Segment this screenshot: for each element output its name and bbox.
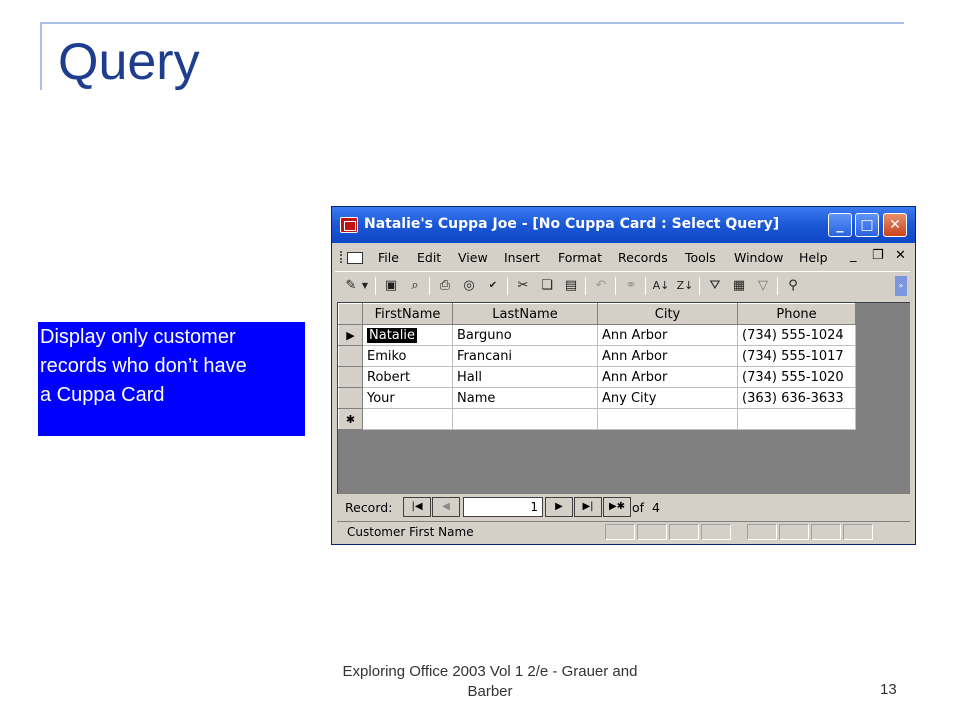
status-text: Customer First Name xyxy=(347,525,474,539)
row-selector[interactable] xyxy=(339,367,363,388)
cell-phone[interactable]: (734) 555-1024 xyxy=(738,325,856,346)
toolbar-separator xyxy=(699,277,700,295)
record-total: 4 xyxy=(652,500,660,515)
hyperlink-icon[interactable]: ⚭ xyxy=(625,278,637,293)
last-record-button[interactable]: ▶| xyxy=(574,497,602,517)
callout-line: a Cuppa Card xyxy=(40,384,165,406)
table-row xyxy=(339,346,856,367)
table-row xyxy=(339,388,856,409)
callout-line: Display only customer xyxy=(40,326,236,348)
previous-record-button[interactable]: ◀ xyxy=(432,497,460,517)
row-selector[interactable] xyxy=(339,388,363,409)
left-rule xyxy=(40,22,42,90)
toolbar-separator xyxy=(777,277,778,295)
cell-firstname[interactable]: Robert xyxy=(363,367,453,388)
new-record-indicator[interactable]: ✱ xyxy=(339,409,363,430)
callout-box xyxy=(38,322,305,436)
toolbar-separator xyxy=(585,277,586,295)
cell-city[interactable]: Any City xyxy=(598,388,738,409)
apply-filter-icon[interactable]: ▽ xyxy=(758,278,768,293)
cell-city[interactable]: Ann Arbor xyxy=(598,367,738,388)
toolbar-separator xyxy=(375,277,376,295)
column-header-lastname[interactable]: LastName xyxy=(453,304,598,325)
maximize-button[interactable]: □ xyxy=(855,213,879,237)
toolbar-separator xyxy=(429,277,430,295)
menu-insert[interactable]: Insert xyxy=(504,250,540,265)
cell-firstname[interactable]: Your xyxy=(363,388,453,409)
cell-phone[interactable]: (734) 555-1020 xyxy=(738,367,856,388)
search-icon[interactable]: ⌕ xyxy=(411,278,419,293)
cell-phone[interactable] xyxy=(738,409,856,430)
cell-text: Natalie xyxy=(369,327,415,343)
footer-line: Barber xyxy=(467,683,513,700)
paste-icon[interactable]: ▤ xyxy=(564,278,578,293)
cell-phone[interactable]: (734) 555-1017 xyxy=(738,346,856,367)
cell-firstname[interactable]: Emiko xyxy=(363,346,453,367)
status-bar xyxy=(337,521,910,541)
record-count xyxy=(632,500,660,515)
design-view-icon[interactable]: ✎ xyxy=(345,278,357,293)
sort-ascending-icon[interactable]: A↓ xyxy=(652,279,670,292)
select-all-cell[interactable] xyxy=(339,304,363,325)
cell-firstname[interactable] xyxy=(363,409,453,430)
new-record-row xyxy=(339,409,856,430)
datasheet xyxy=(337,302,910,494)
copy-icon[interactable]: ❏ xyxy=(541,278,553,293)
status-pane xyxy=(605,524,635,540)
cell-lastname[interactable]: Hall xyxy=(453,367,598,388)
minimize-button[interactable]: _ xyxy=(828,213,852,237)
toolbar-separator xyxy=(645,277,646,295)
top-rule xyxy=(40,22,904,24)
status-pane xyxy=(747,524,777,540)
menu-records[interactable]: Records xyxy=(618,250,668,265)
menu-tools[interactable]: Tools xyxy=(685,250,716,265)
menu-window[interactable]: Window xyxy=(734,250,784,265)
status-pane xyxy=(701,524,731,540)
toolbar-options-icon[interactable]: » xyxy=(895,276,907,296)
cell-firstname[interactable] xyxy=(363,325,453,346)
doc-close-button[interactable]: ✕ xyxy=(895,248,906,263)
filter-by-selection-icon[interactable]: ⛛ xyxy=(709,278,721,293)
cut-icon[interactable]: ✂ xyxy=(517,278,529,293)
query-results-table xyxy=(338,303,856,430)
cell-city[interactable]: Ann Arbor xyxy=(598,325,738,346)
record-navigation xyxy=(337,495,910,519)
footer-line: Exploring Office 2003 Vol 1 2/e - Grauer and xyxy=(342,663,638,680)
undo-icon[interactable]: ↶ xyxy=(595,278,607,293)
table-row xyxy=(339,325,856,346)
filter-by-form-icon[interactable]: ▦ xyxy=(732,278,746,293)
record-label: Record: xyxy=(345,500,393,515)
first-record-button[interactable]: |◀ xyxy=(403,497,431,517)
document-menu-icon[interactable] xyxy=(340,249,366,265)
access-window xyxy=(331,206,916,545)
next-record-button[interactable]: ▶ xyxy=(545,497,573,517)
cell-lastname[interactable]: Francani xyxy=(453,346,598,367)
access-app-icon[interactable] xyxy=(340,217,358,233)
column-header-city[interactable]: City xyxy=(598,304,738,325)
menu-file[interactable]: File xyxy=(378,250,399,265)
cell-lastname[interactable] xyxy=(453,409,598,430)
spelling-icon[interactable]: ✔ xyxy=(488,280,498,291)
menu-bar xyxy=(332,245,915,269)
menu-view[interactable]: View xyxy=(458,250,488,265)
window-title: Natalie's Cuppa Joe - [No Cuppa Card : Select Query] xyxy=(364,216,780,232)
print-icon[interactable]: ⎙ xyxy=(439,278,451,293)
new-record-button[interactable]: ▶✱ xyxy=(603,497,631,517)
status-pane xyxy=(843,524,873,540)
menu-edit[interactable]: Edit xyxy=(417,250,442,265)
cell-lastname[interactable]: Name xyxy=(453,388,598,409)
sort-descending-icon[interactable]: Z↓ xyxy=(676,279,694,292)
column-header-firstname[interactable]: FirstName xyxy=(363,304,453,325)
print-preview-icon[interactable]: ◎ xyxy=(463,278,475,293)
title-bar[interactable] xyxy=(332,207,915,243)
cell-city[interactable]: Ann Arbor xyxy=(598,346,738,367)
toolbar-separator xyxy=(507,277,508,295)
table-row xyxy=(339,367,856,388)
toolbar-separator xyxy=(615,277,616,295)
cell-phone[interactable]: (363) 636-3633 xyxy=(738,388,856,409)
cell-city[interactable] xyxy=(598,409,738,430)
status-pane xyxy=(637,524,667,540)
status-pane xyxy=(779,524,809,540)
status-pane xyxy=(669,524,699,540)
query-datasheet-toolbar xyxy=(335,271,910,298)
doc-minimize-button[interactable]: _ xyxy=(850,248,857,263)
callout-line: records who don’t have xyxy=(40,355,247,377)
cell-lastname[interactable]: Barguno xyxy=(453,325,598,346)
header-row xyxy=(339,304,856,325)
doc-restore-button[interactable]: ❐ xyxy=(872,248,884,263)
column-header-phone[interactable]: Phone xyxy=(738,304,856,325)
menu-help[interactable]: Help xyxy=(799,250,828,265)
current-record-indicator[interactable]: ▶ xyxy=(339,325,363,346)
slide-footer xyxy=(320,662,660,702)
dropdown-arrow-icon[interactable]: ▼ xyxy=(361,281,369,290)
find-icon[interactable]: ⚲ xyxy=(788,278,798,293)
menu-format[interactable]: Format xyxy=(558,250,603,265)
slide-title: Query xyxy=(58,33,200,91)
save-icon[interactable]: ▣ xyxy=(384,278,398,293)
record-number-field[interactable]: 1 xyxy=(463,497,543,517)
page-number: 13 xyxy=(880,681,897,698)
status-pane xyxy=(811,524,841,540)
close-button[interactable]: ✕ xyxy=(883,213,907,237)
of-label: of xyxy=(632,500,645,515)
row-selector[interactable] xyxy=(339,346,363,367)
